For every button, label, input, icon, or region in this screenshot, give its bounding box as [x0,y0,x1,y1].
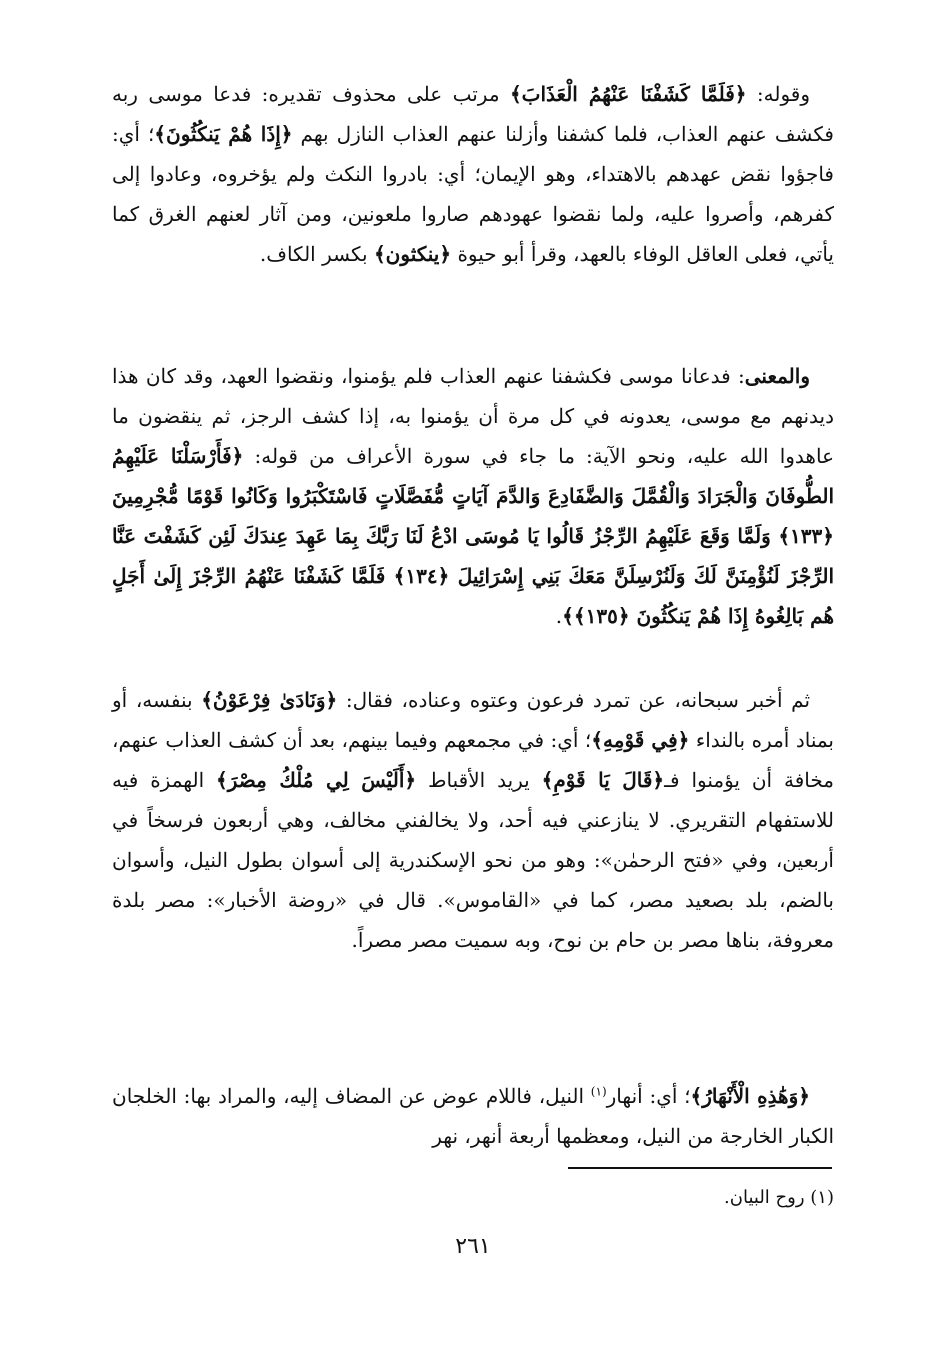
paragraph-2-text [112,356,834,636]
paragraph-1 [112,74,834,274]
quran-quote-5: ﴿فِي قَوْمِهِ﴾ [591,728,690,752]
paragraph-1-text-2: مرتب على محذوف تقديره: فدعا موسى ربه فكشف عنهم العذاب، فلما كشفنا وأزلنا عنهم العذاب النازل بهم [112,82,834,146]
paragraph-3 [112,680,834,960]
footnote-marker: (١) [590,1084,607,1099]
footnote-divider [568,1167,832,1169]
quran-quote-araf: ﴿فَأَرْسَلْنَا عَلَيْهِمُ الطُّوفَانَ وَالْجَرَادَ وَالْقُمَّلَ وَالضَّفَادِعَ وَالدَّمَ آيَاتٍ مُّفَصَّلَاتٍ فَاسْتَكْبَرُوا وَكَانُوا قَوْمًا مُّجْرِمِينَ ﴿١٣٣﴾ وَلَمَّا وَقَعَ عَلَيْهِمُ الرِّجْزُ قَالُوا يَا مُوسَى ادْعُ لَنَا رَبَّكَ بِمَا عَهِدَ عِندَكَ لَئِن كَشَفْتَ عَنَّا الرِّجْزَ لَنُؤْمِنَنَّ لَكَ وَلَنُرْسِلَنَّ مَعَكَ بَنِي إِسْرَائِيلَ ﴿١٣٤﴾ فَلَمَّا كَشَفْنَا عَنْهُمُ الرِّجْزَ إِلَىٰ أَجَلٍ هُم بَالِغُوهُ إِذَا هُمْ يَنكُثُونَ ﴿١٣٥﴾﴾ [112,444,834,628]
paragraph-1-intro: وقوله: [746,82,810,106]
paragraph-4-text [112,1076,834,1156]
footnote-text: روح البيان. [724,1187,805,1208]
paragraph-3-text-5: الهمزة فيه للاستفهام التقريري. لا ينازعني فيه أحد، ولا يخالفني مخالف، وهي أربعون فرسخاً في أربعين، وفي «فتح الرحمٰن»: وهو من نحو الإسكندرية إلى أسوان بطول النيل، وأسوان بالضم، بلد بصعيد مصر، كما في «القاموس». قال في «روضة الأخبار»: مصر بلدة معروفة، بناها مصر بن حام بن نوح، وبه سميت مصر مصراً. [112,768,834,952]
footnote-number: (١) [810,1187,834,1208]
quran-quote-8: ﴿وَهَٰذِهِ الْأَنْهَارُ﴾ [690,1084,810,1108]
paragraph-1-text-3: ؛ أي: فاجؤوا نقض عهدهم بالاهتداء، وهو الإيمان؛ أي: بادروا النكث ولم يؤخروه، وعادوا إلى كفرهم، وأصروا عليه، ولما نقضوا عهودهم صاروا ملعونين، ومن آثار لعنهم الغرق كما يأتي، فعلى العاقل الوفاء بالعهد، وقرأ أبو حيوة [112,122,834,266]
footnote [500,1184,834,1212]
quran-quote-3: ﴿ينكثون﴾ [373,242,452,266]
quran-quote-7: ﴿أَلَيْسَ لِي مُلْكُ مِصْرَ﴾ [216,768,417,792]
paragraph-3-text [112,680,834,960]
quran-quote-1: ﴿فَلَمَّا كَشَفْنَا عَنْهُمُ الْعَذَابَ﴾ [509,82,747,106]
paragraph-4 [112,1076,834,1156]
paragraph-2 [112,356,834,636]
paragraph-3-text-2: بنفسه، أو بمناد أمره بالنداء [112,688,834,752]
paragraph-2-text-1: : فدعانا موسى فكشفنا عنهم العذاب فلم يؤمنوا، ونقضوا العهد، وقد كان هذا ديدنهم مع موسى، يعدونه في كل مرة أن يؤمنوا به، إذا كشف الرجز، ثم ينقضون ما عاهدوا الله عليه، ونحو الآية: ما جاء في سورة الأعراف من قوله: [112,364,835,468]
paragraph-1-text [112,74,834,274]
paragraph-4-text-2: النيل، فاللام عوض عن المضاف إليه، والمراد بها: الخلجان الكبار الخارجة من النيل، ومعظمها أربعة أنهر، نهر [112,1084,834,1148]
quran-quote-6: ﴿قَالَ يَا قَوْمِ﴾ [541,768,665,792]
paragraph-2-text-2: . [555,604,563,628]
paragraph-3-text-4: يريد الأقباط [416,768,542,792]
page-number: ٢٦١ [455,1234,491,1259]
paragraph-2-lead: والمعنى [744,364,810,388]
paragraph-4-text-1: ؛ أي: أنهار [606,1084,691,1108]
paragraph-3-text-3: ؛ أي: في مجمعهم وفيما بينهم، بعد أن كشف العذاب عنهم، مخافة أن يؤمنوا فـ [112,728,834,792]
paragraph-3-text-1: ثم أخبر سبحانه، عن تمرد فرعون وعتوه وعناده، فقال: [337,688,811,712]
paragraph-1-text-4: بكسر الكاف. [259,242,374,266]
quran-quote-4: ﴿وَنَادَىٰ فِرْعَوْنُ﴾ [201,688,338,712]
quran-quote-2: ﴿إِذَا هُمْ يَنكُثُونَ﴾ [154,122,293,146]
